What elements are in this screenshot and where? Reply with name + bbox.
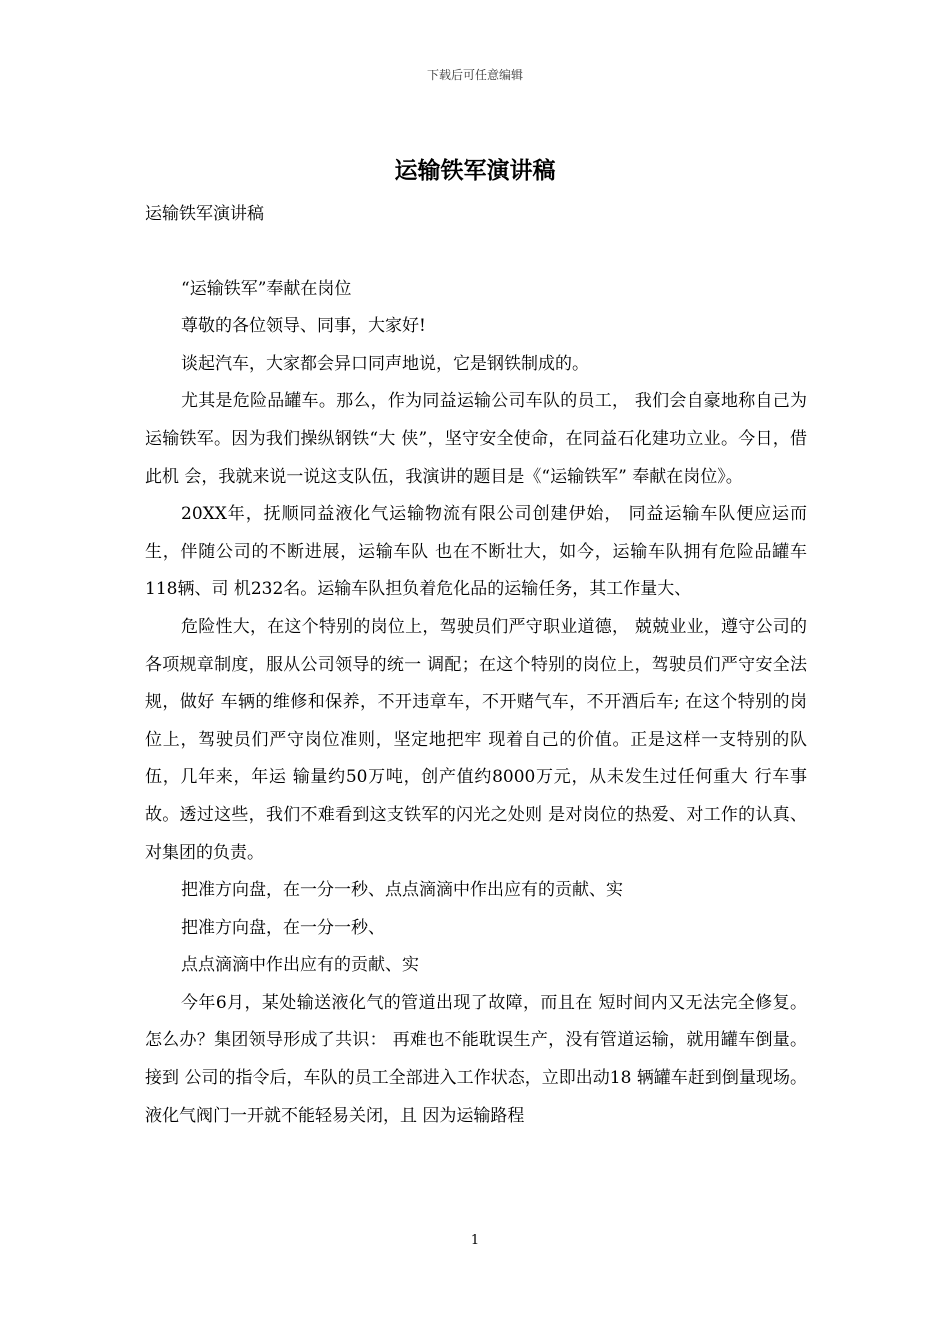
document-subtitle: 运输铁军演讲稿 xyxy=(145,204,264,224)
paragraph: 尊敬的各位领导、同事，大家好! xyxy=(181,316,426,337)
page-number: 1 xyxy=(470,1233,480,1248)
paragraph: 把准方向盘，在一分一秒、点点滴滴中作出应有的贡献、实 xyxy=(181,880,623,901)
paragraph: 今年6月，某处输送液化气的管道出现了故障，而且在 短时间内又无法完全修复。怎么办？集团领导形成了共识： 再难也不能耽误生产，没有管道运输，就用罐车倒量。接到 公司的指令后，车队的员工全部进入工作状态，立即出动18 辆罐车赶到倒量现场。液化气阀门一开就不能轻易关闭，且 因为运输路程 xyxy=(145,992,807,1126)
paragraph: 尤其是危险品罐车。那么，作为同益运输公司车队的员工， 我们会自豪地称自己为运输铁军。因为我们操纵钢铁“大 侠”，坚守安全使命，在同益石化建功立业。今日，借此机 会，我就来说一说这支队伍，我演讲的题目是《“运输铁军” 奉献在岗位》。 xyxy=(145,391,807,487)
paragraph: 危险性大，在这个特别的岗位上，驾驶员们严守职业道德， 兢兢业业，遵守公司的各项规章制度，服从公司领导的统一 调配；在这个特别的岗位上，驾驶员们严守安全法规，做好 车辆的维修和保养，不开违章车，不开赌气车，不开酒后车; 在这个特别的岗位上，驾驶员们严守岗位准则，坚定地把牢 现着自己的价值。正是这样一支特别的队伍，几年来，年运 输量约50万吨，创产值约8000万元，从未发生过任何重大 行车事故。透过这些，我们不难看到这支铁军的闪光之处则 是对岗位的热爱、对工作的认真、对集团的负责。 xyxy=(145,616,807,863)
paragraph: 把准方向盘，在一分一秒、 xyxy=(181,917,385,938)
paragraph: 20XX年，抚顺同益液化气运输物流有限公司创建伊始， 同益运输车队便应运而生，伴随公司的不断进展，运输车队 也在不断壮大，如今，运输车队拥有危险品罐车118辆、司 机232名。运输车队担负着危化品的运输任务，其工作量大、 xyxy=(145,504,807,600)
header-note: 下载后可任意编辑 xyxy=(426,68,523,82)
paragraph: 点点滴滴中作出应有的贡献、实 xyxy=(181,955,419,976)
paragraph: “运输铁军”奉献在岗位 xyxy=(181,278,352,299)
document-body xyxy=(145,196,807,1135)
document-title: 运输铁军演讲稿 xyxy=(394,157,556,184)
paragraph: 谈起汽车，大家都会异口同声地说，它是钢铁制成的。 xyxy=(181,353,589,374)
